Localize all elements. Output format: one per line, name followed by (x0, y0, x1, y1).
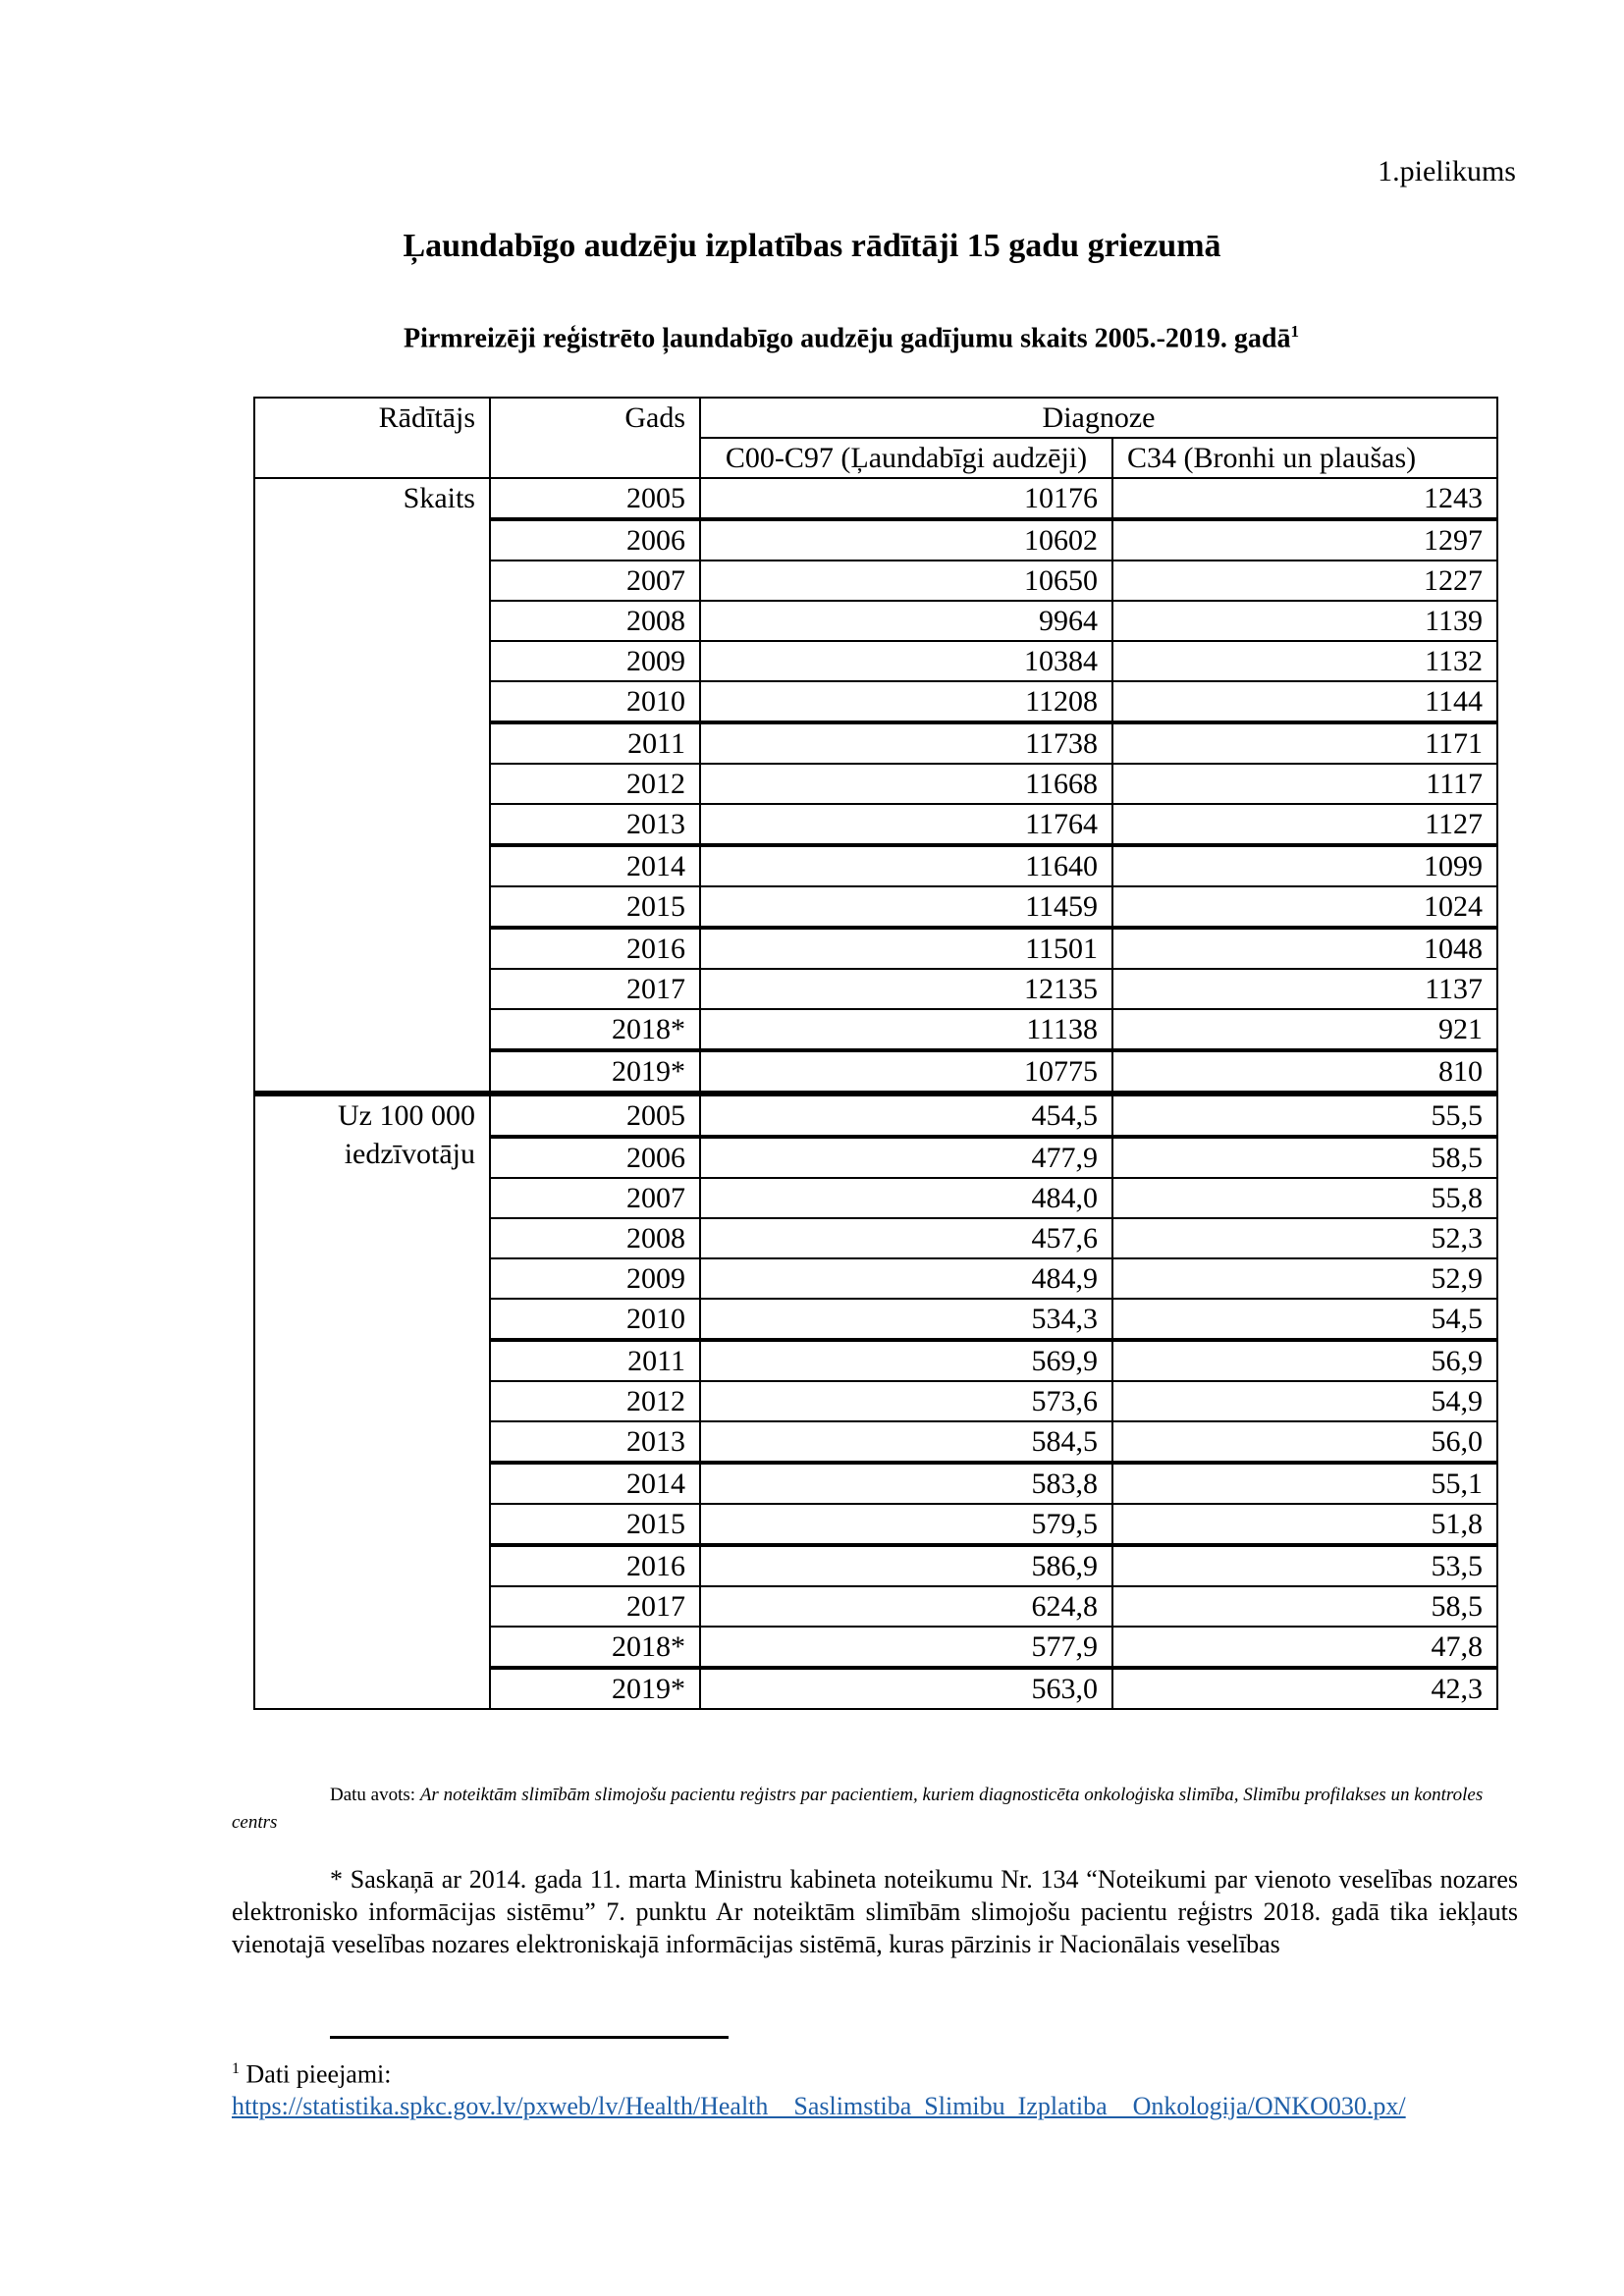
cell-c00-c97: 454,5 (700, 1094, 1112, 1137)
cell-c34: 1227 (1112, 561, 1497, 601)
footnote-link[interactable]: https://statistika.spkc.gov.lv/pxweb/lv/Health/Health__Saslimstiba_Slimibu_Izplatiba__Onkologija/ONKO030.px/ (232, 2091, 1406, 2120)
cell-c34: 54,5 (1112, 1299, 1497, 1340)
cell-c00-c97: 9964 (700, 601, 1112, 641)
cell-c00-c97: 11640 (700, 845, 1112, 886)
cell-year: 2019* (490, 1050, 700, 1094)
cell-c00-c97: 457,6 (700, 1218, 1112, 1258)
cell-c00-c97: 569,9 (700, 1340, 1112, 1381)
cell-c00-c97: 477,9 (700, 1137, 1112, 1178)
cell-c34: 55,5 (1112, 1094, 1497, 1137)
footnote-text: Dati pieejami: (245, 2059, 392, 2089)
cell-c34: 1127 (1112, 804, 1497, 845)
cell-year: 2017 (490, 1586, 700, 1627)
cell-year: 2008 (490, 1218, 700, 1258)
cell-year: 2018* (490, 1627, 700, 1668)
cell-c00-c97: 10650 (700, 561, 1112, 601)
cell-c00-c97: 577,9 (700, 1627, 1112, 1668)
cell-c34: 56,0 (1112, 1421, 1497, 1463)
cell-c34: 58,5 (1112, 1137, 1497, 1178)
cell-c00-c97: 11668 (700, 764, 1112, 804)
cell-year: 2007 (490, 561, 700, 601)
cell-year: 2011 (490, 1340, 700, 1381)
footnote-mark: 1 (232, 2060, 240, 2077)
cell-c34: 47,8 (1112, 1627, 1497, 1668)
cell-year: 2014 (490, 1463, 700, 1504)
cell-c34: 1132 (1112, 641, 1497, 681)
cell-c34: 1099 (1112, 845, 1497, 886)
source-label: Datu avots: (330, 1785, 416, 1805)
footnote-ref[interactable]: 1 (1290, 322, 1299, 341)
cell-c00-c97: 11764 (700, 804, 1112, 845)
cell-c34: 810 (1112, 1050, 1497, 1094)
cell-year: 2019* (490, 1668, 700, 1709)
cancer-statistics-table (253, 397, 1498, 1710)
cell-c00-c97: 484,9 (700, 1258, 1112, 1299)
cell-c34: 1243 (1112, 478, 1497, 519)
cell-c00-c97: 10775 (700, 1050, 1112, 1094)
cell-year: 2012 (490, 1381, 700, 1421)
cell-c34: 58,5 (1112, 1586, 1497, 1627)
cell-c34: 55,1 (1112, 1463, 1497, 1504)
cell-year: 2015 (490, 1504, 700, 1545)
cell-year: 2016 (490, 1545, 700, 1586)
cell-year: 2016 (490, 928, 700, 969)
cell-c34: 1297 (1112, 519, 1497, 561)
footnote (232, 2054, 1406, 2122)
cell-c34: 51,8 (1112, 1504, 1497, 1545)
cell-c34: 1117 (1112, 764, 1497, 804)
group-label: Skaits (254, 478, 490, 1094)
cell-year: 2009 (490, 641, 700, 681)
table-subtitle (0, 322, 1624, 354)
footnote-separator (330, 2036, 729, 2039)
cell-year: 2017 (490, 969, 700, 1009)
table-row (254, 1094, 1497, 1137)
cell-c34: 1024 (1112, 886, 1497, 928)
cell-year: 2007 (490, 1178, 700, 1218)
header-c34: C34 (Bronhi un plaušas) (1112, 438, 1497, 478)
table-row (254, 478, 1497, 519)
group-label: Uz 100 000 iedzīvotāju (254, 1094, 490, 1709)
cell-c00-c97: 11501 (700, 928, 1112, 969)
asterisk-note: * Saskaņā ar 2014. gada 11. marta Ministru kabineta noteikumu Nr. 134 “Noteikumi par vienoto veselības nozares elektronisko informācijas sistēmu” 7. punktu Ar noteiktām slimībām slimojošu pacientu reģistrs 2018. gadā tika iekļauts vienotajā veselības nozares elektroniskajā informācijas sistēmā, kuras pārzinis ir Nacionālais veselības (232, 1865, 1518, 1958)
cell-year: 2012 (490, 764, 700, 804)
cell-c00-c97: 484,0 (700, 1178, 1112, 1218)
subtitle-text: Pirmreizēji reģistrēto ļaundabīgo audzēju gadījumu skaits 2005.-2019. gadā (403, 323, 1291, 354)
cell-c00-c97: 11208 (700, 681, 1112, 722)
cell-year: 2010 (490, 681, 700, 722)
document-title: Ļaundabīgo audzēju izplatības rādītāji 15 gadu griezumā (403, 228, 1221, 264)
cell-c00-c97: 11138 (700, 1009, 1112, 1050)
cell-year: 2014 (490, 845, 700, 886)
cell-year: 2008 (490, 601, 700, 641)
cell-c34: 1139 (1112, 601, 1497, 641)
cell-c00-c97: 534,3 (700, 1299, 1112, 1340)
cell-c00-c97: 624,8 (700, 1586, 1112, 1627)
cell-c34: 52,3 (1112, 1218, 1497, 1258)
cell-year: 2006 (490, 519, 700, 561)
cell-c34: 56,9 (1112, 1340, 1497, 1381)
cell-c34: 53,5 (1112, 1545, 1497, 1586)
cell-year: 2018* (490, 1009, 700, 1050)
header-indicator: Rādītājs (254, 398, 490, 478)
cell-c34: 55,8 (1112, 1178, 1497, 1218)
cell-c00-c97: 583,8 (700, 1463, 1112, 1504)
cell-year: 2013 (490, 804, 700, 845)
header-year: Gads (490, 398, 700, 478)
cell-year: 2013 (490, 1421, 700, 1463)
header-diagnosis: Diagnoze (700, 398, 1497, 438)
cell-c34: 1171 (1112, 722, 1497, 764)
cell-c34: 54,9 (1112, 1381, 1497, 1421)
cell-c00-c97: 10602 (700, 519, 1112, 561)
cell-c00-c97: 10176 (700, 478, 1112, 519)
cell-c00-c97: 563,0 (700, 1668, 1112, 1709)
cell-c34: 1144 (1112, 681, 1497, 722)
cell-c00-c97: 10384 (700, 641, 1112, 681)
cell-year: 2005 (490, 478, 700, 519)
cell-year: 2010 (490, 1299, 700, 1340)
cell-c00-c97: 573,6 (700, 1381, 1112, 1421)
cell-c34: 42,3 (1112, 1668, 1497, 1709)
cell-c34: 921 (1112, 1009, 1497, 1050)
cell-c34: 1137 (1112, 969, 1497, 1009)
cell-c00-c97: 586,9 (700, 1545, 1112, 1586)
data-source (232, 1782, 1518, 1837)
cell-c00-c97: 579,5 (700, 1504, 1112, 1545)
cell-c34: 52,9 (1112, 1258, 1497, 1299)
cell-c00-c97: 11459 (700, 886, 1112, 928)
cell-c34: 1048 (1112, 928, 1497, 969)
cell-c00-c97: 11738 (700, 722, 1112, 764)
cell-year: 2006 (490, 1137, 700, 1178)
cell-year: 2005 (490, 1094, 700, 1137)
cell-year: 2009 (490, 1258, 700, 1299)
cell-c00-c97: 584,5 (700, 1421, 1112, 1463)
cell-c00-c97: 12135 (700, 969, 1112, 1009)
cell-year: 2015 (490, 886, 700, 928)
cell-year: 2011 (490, 722, 700, 764)
source-text: Ar noteiktām slimībām slimojošu pacientu reģistrs par pacientiem, kuriem diagnosticēta onkoloģiska slimība, Slimību profilakses un kontroles centrs (232, 1785, 1484, 1833)
header-c00-c97: C00-C97 (Ļaundabīgi audzēji) (700, 438, 1112, 478)
annex-label: 1.pielikums (1378, 155, 1516, 187)
